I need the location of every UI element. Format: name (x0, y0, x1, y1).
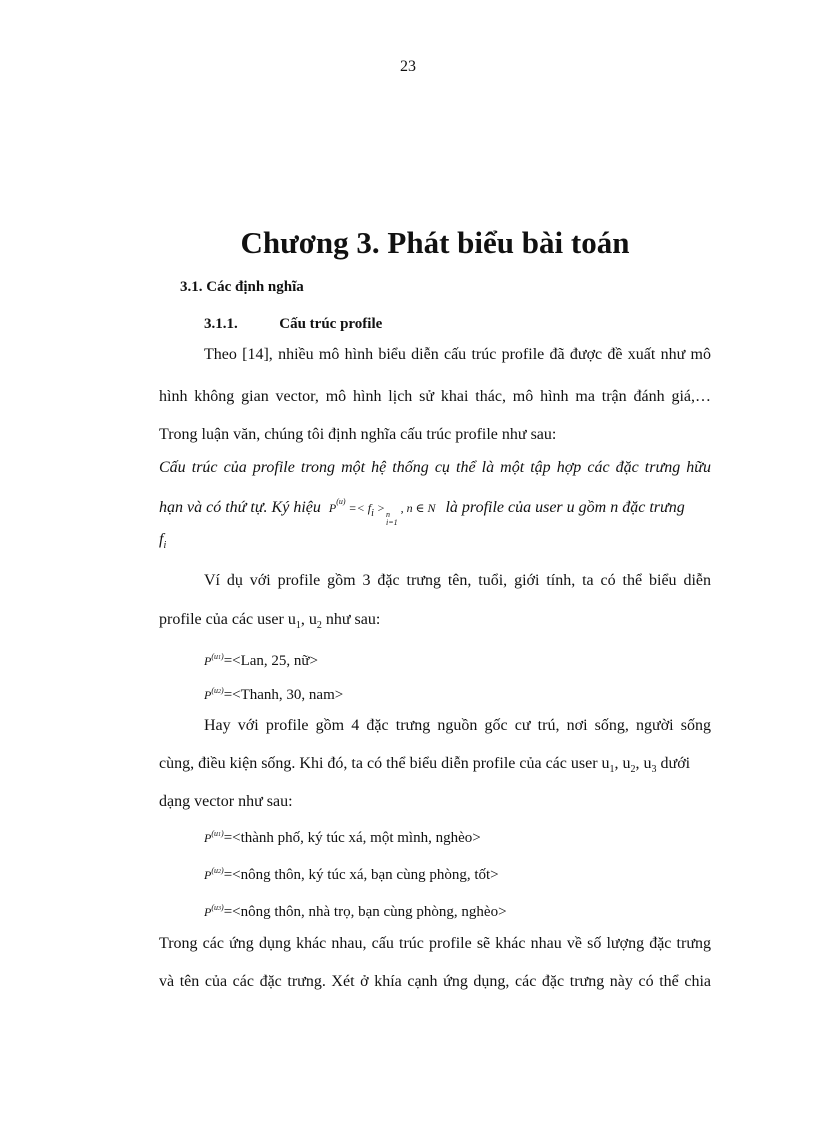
section-heading (180, 279, 304, 296)
page-number: 23 (400, 58, 416, 75)
subsection-title: Cấu trúc profile (279, 316, 383, 332)
example-formula: $P^{(u2)}=<nông$ thôn, ký túc xá, bạn cùng phòng, tốt> (204, 866, 499, 883)
chapter-title: Chương 3. Phát biểu bài toán (240, 225, 630, 260)
profile-formula: $P^{(u)} =< f_i$ > n i=1 , n ∈ N (328, 497, 436, 527)
example-formula: $P^{(u1)}=<Lan$, 25, nữ> (204, 652, 319, 669)
paragraph-line: profile của các user $u_1$, $u_2$ như sau: (159, 611, 381, 631)
paragraph-line: cùng, điều kiện sống. Khi đó, ta có thể biểu diễn profile của các user $u_1$, $u_2$, $u_3$ dưới (159, 755, 691, 775)
section-title: Các định nghĩa (206, 279, 304, 295)
paragraph-line: Trong luận văn, chúng tôi định nghĩa cấu trúc profile như sau: (159, 426, 557, 443)
definition-line: $f_i$ (159, 531, 167, 551)
paragraph-line: Ví dụ với profile gồm 3 đặc trưng tên, tuổi, giới tính, ta có thể biểu diễn (204, 572, 711, 589)
subsection-heading (204, 316, 382, 333)
paragraph-line: dạng vector như sau: (159, 793, 293, 810)
section-number: 3.1. (180, 279, 203, 295)
example-formula: $P^{(u1)}=<thành$ phố, ký túc xá, một mình, nghèo> (204, 829, 481, 846)
example-formula: $P^{(u2)}=<Thanh$, 30, nam> (204, 686, 344, 703)
subsection-number: 3.1.1. (204, 316, 238, 332)
paragraph-line: hình không gian vector, mô hình lịch sử khai thác, mô hình ma trận đánh giá,… (159, 388, 711, 405)
paragraph-line: và tên của các đặc trưng. Xét ở khía cạnh ứng dụng, các đặc trưng này có thể chia (159, 973, 711, 990)
definition-line: Cấu trúc của profile trong một hệ thống cụ thể là một tập hợp các đặc trưng hữu (159, 459, 711, 476)
definition-line: hạn và có thứ tự. Ký hiệu $P^{(u)} =< f_i$ > n i=1 , n ∈ N là profile của user u gồm n đặc trưng (159, 497, 685, 527)
paragraph-line: Hay với profile gồm 4 đặc trưng nguồn gốc cư trú, nơi sống, người sống (204, 717, 711, 734)
paragraph-line: Trong các ứng dụng khác nhau, cấu trúc profile sẽ khác nhau về số lượng đặc trưng (159, 935, 711, 952)
paragraph-line: Theo [14], nhiều mô hình biểu diễn cấu trúc profile đã được đề xuất như mô (204, 346, 711, 363)
example-formula: $P^{(u3)}=<nông$ thôn, nhà trọ, bạn cùng phòng, nghèo> (204, 903, 507, 920)
